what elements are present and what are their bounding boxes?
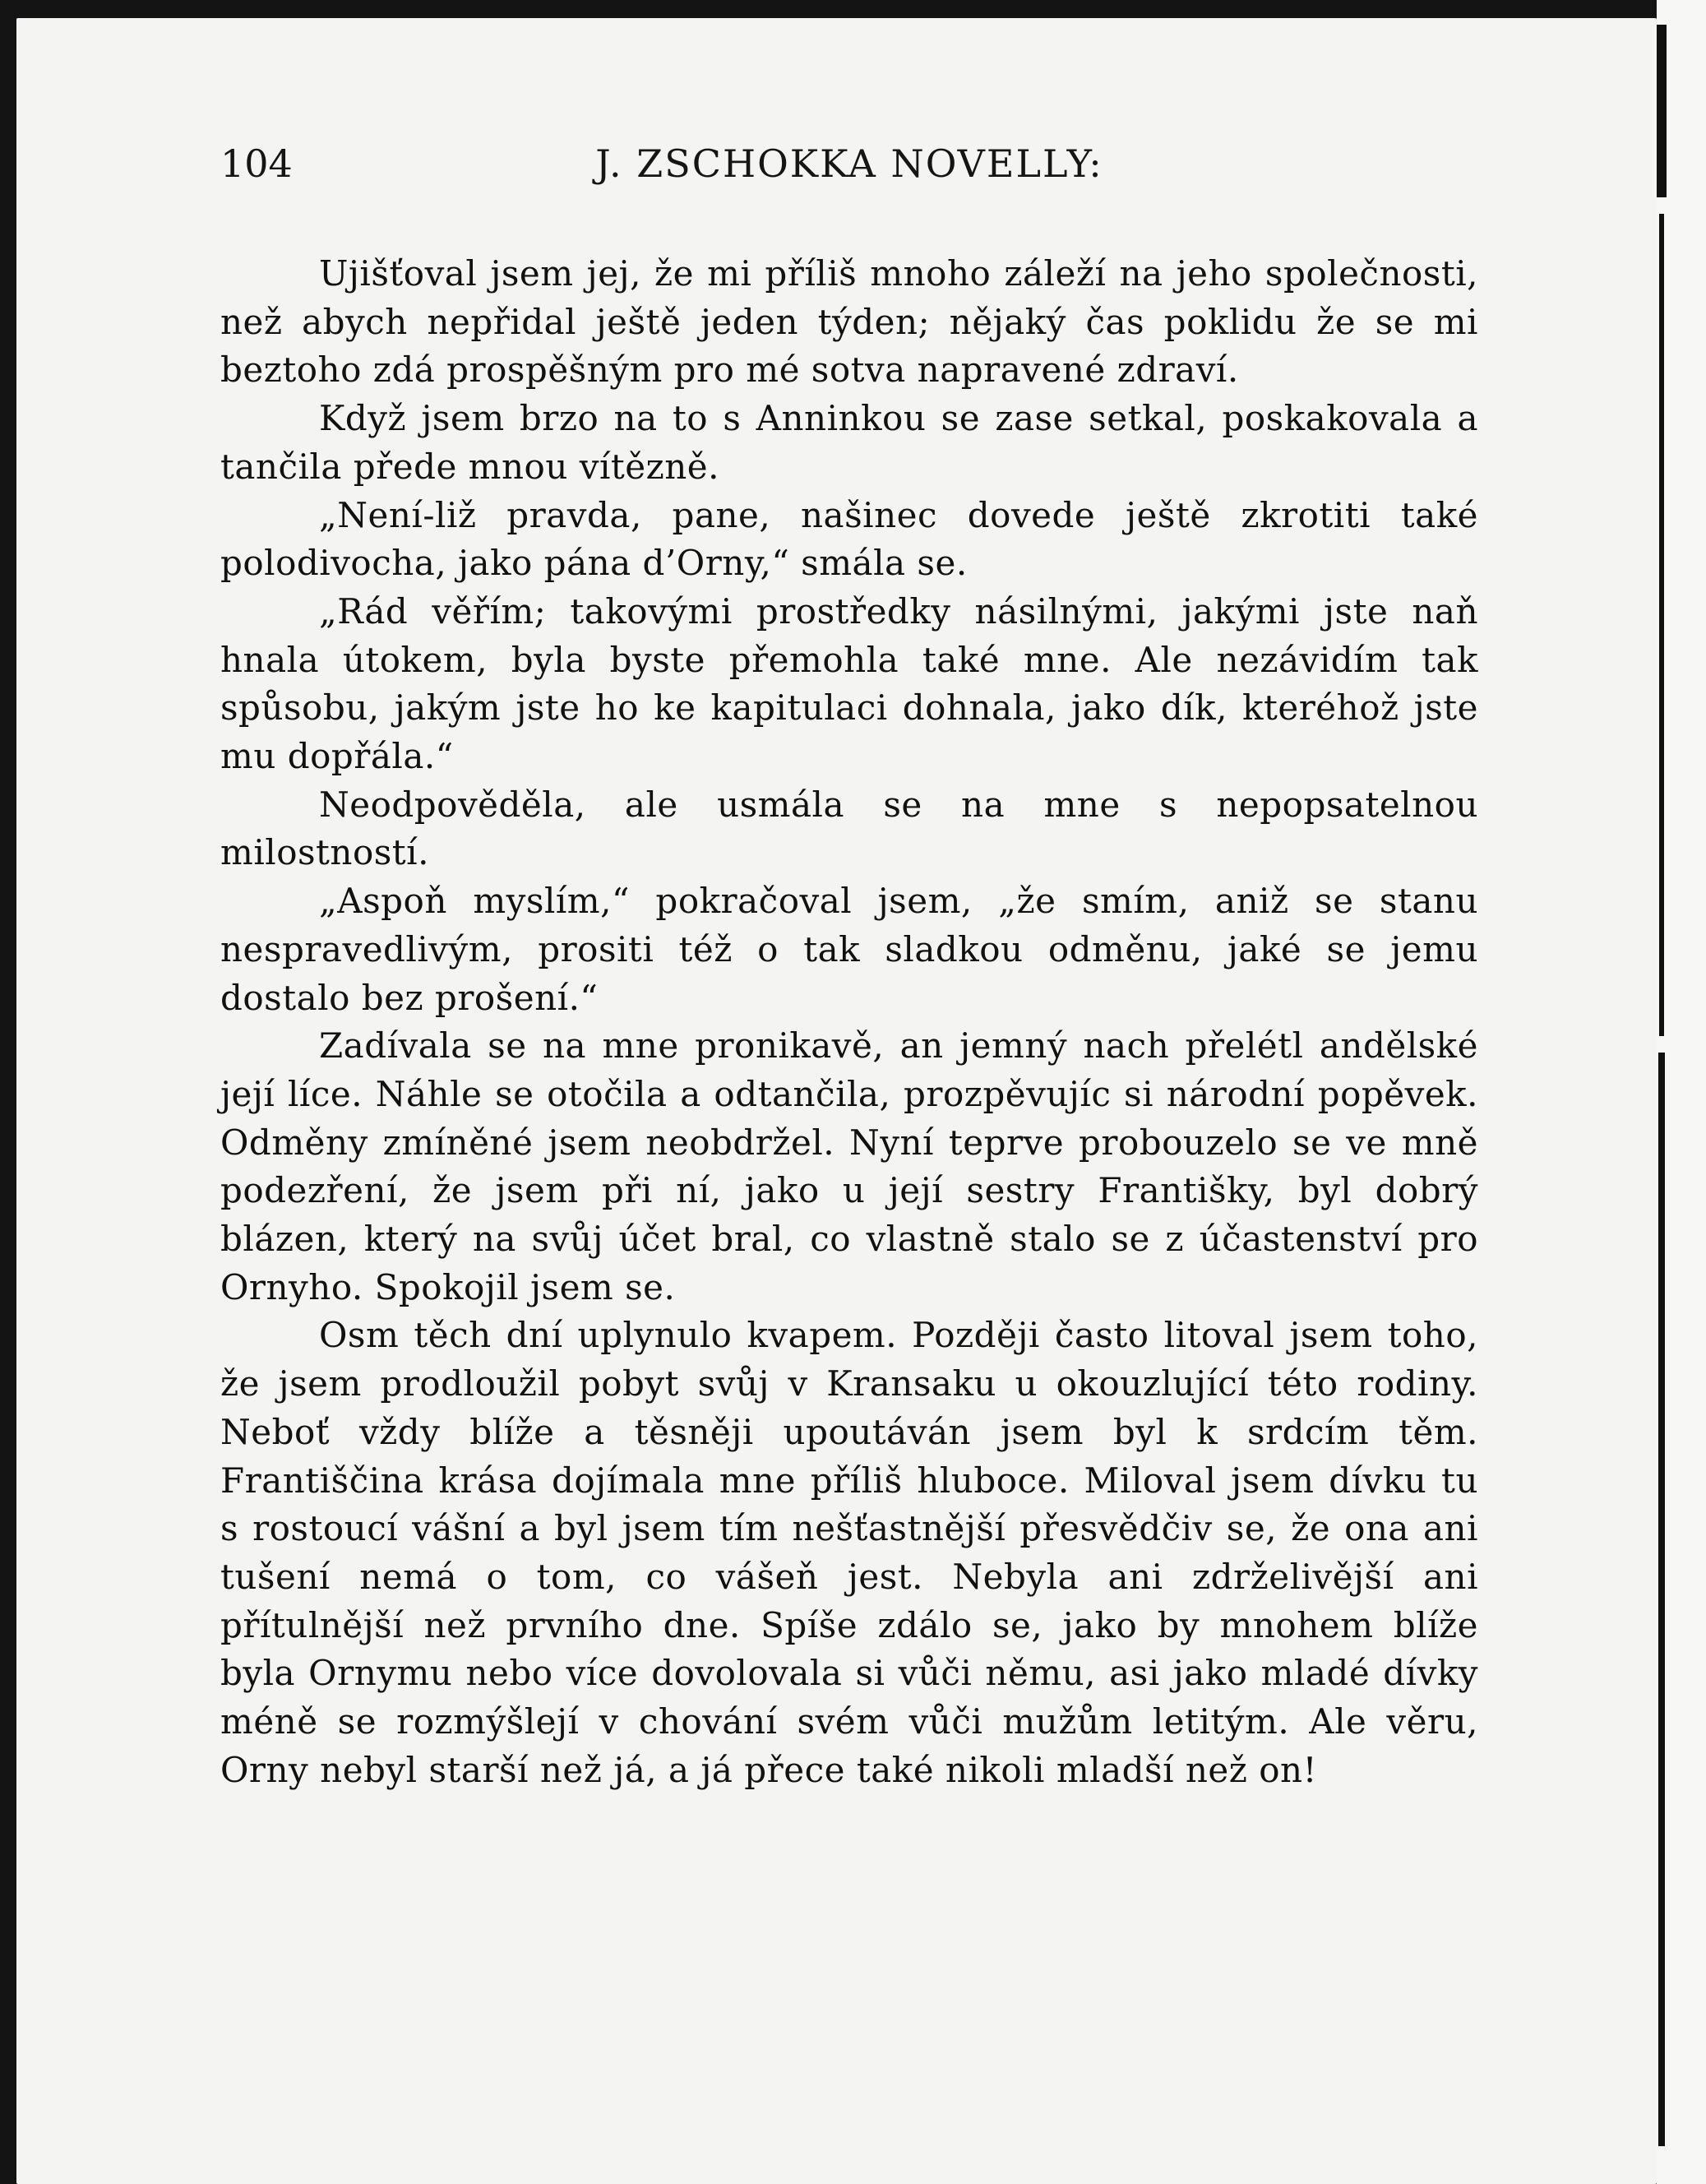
edge-rule: [1657, 25, 1667, 197]
paragraph: Když jsem brzo na to s Anninkou se zase setkal, poskakovala a tančila přede mnou vítězně.: [220, 398, 1478, 487]
page-header: [220, 141, 1478, 199]
page-number: 104: [220, 141, 293, 186]
paragraph: Ujišťoval jsem jej, že mi příliš mnoho záleží na jeho společnosti, než abych nepřidal ještě jeden týden; nějaký čas poklidu že se mi beztoho zdá prospěšným pro mé sotva napravené zdraví.: [220, 253, 1478, 391]
book-page: [16, 18, 1657, 2184]
paragraph: Osm těch dní uplynulo kvapem. Později často litoval jsem toho, že jsem prodloužil pobyt svůj v Kransaku u okouzlující této rodiny. Neboť vždy blíže a těsněji upoutáván jsem byl k srdcím těm. Františčina krása dojímala mne příliš hluboce. Miloval jsem dívku tu s rostoucí vášní a byl jsem tím nešťastnější přesvědčiv se, že ona ani tušení nemá o tom, co vášeň jest. Nebyla ani zdrželivější ani přítulnější než prvního dne. Spíše zdálo se, jako by mnohem blíže byla Ornymu nebo více dovolovala si vůči němu, asi jako mladé dívky méně se rozmýšlejí v chování svém vůči mužům letitým. Ale věru, Orny nebyl starší než já, a já přece také nikoli mladší než on!: [220, 1315, 1478, 1790]
scan-edge: [1657, 0, 1706, 2184]
body-text: [220, 250, 1478, 1795]
running-title: J. ZSCHOKKA NOVELLY:: [595, 141, 1103, 186]
edge-rule: [1658, 1053, 1665, 2146]
paragraph: „Není-liž pravda, pane, našinec dovede ještě zkrotiti také polodivocha, jako pána d’Orny,“ smála se.: [220, 494, 1478, 584]
edge-rule: [1659, 214, 1664, 1036]
paragraph: Zadívala se na mne pronikavě, an jemný nach přelétl andělské její líce. Náhle se otočila a odtančila, prozpěvujíc si národní popěvek. Odměny zmíněné jsem neobdržel. Nyní teprve probouzelo se ve mně podezření, že jsem při ní, jako u její sestry Františky, byl dobrý blázen, který na svůj účet bral, co vlastně stalo se z účastenství pro Ornyho. Spokojil jsem se.: [220, 1025, 1478, 1307]
paragraph: Neodpověděla, ale usmála se na mne s nepopsatelnou milostností.: [220, 784, 1478, 873]
paragraph: „Aspoň myslím,“ pokračoval jsem, „že smím, aniž se stanu nespravedlivým, prositi též o tak sladkou odměnu, jaké se jemu dostalo bez prošení.“: [220, 881, 1478, 1018]
paragraph: „Rád věřím; takovými prostředky násilnými, jakými jste naň hnala útokem, byla byste přemohla také mne. Ale nezávidím tak spůsobu, jakým jste ho ke kapitulaci dohnala, jako dík, kteréhož jste mu dopřála.“: [220, 590, 1478, 777]
